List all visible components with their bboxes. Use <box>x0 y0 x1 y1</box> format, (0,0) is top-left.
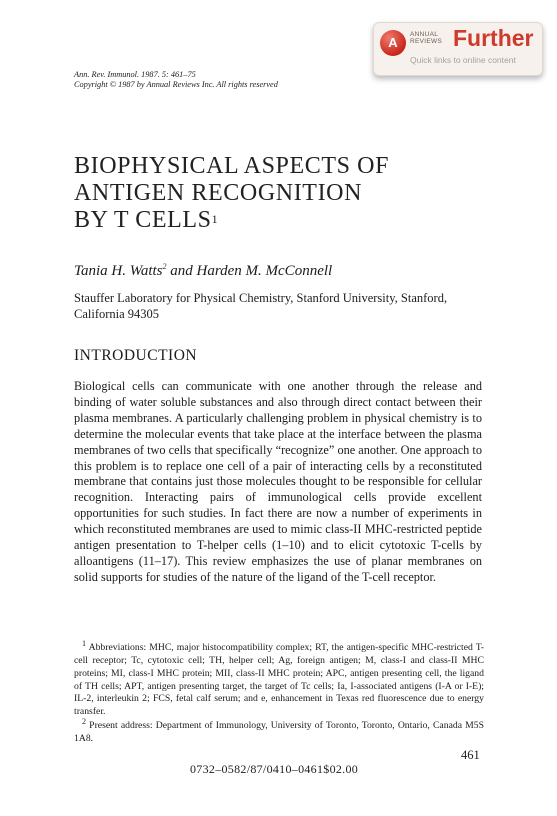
footnote-2 <box>74 716 484 746</box>
section-heading: INTRODUCTION <box>74 347 198 364</box>
body-paragraph: Biological cells can communicate with one another through the release and binding of water soluble substances and also through direct contact between their plasma membranes. A particularly challenging problem in physical chemistry is to determine the molecular events that take place at the interface between the plasma membranes of two cells that specifically “recognize” one another. One approach to this problem is to replace one cell of a pair of interacting cells by a reconstituted membrane that contains just those molecules thought to be responsible for cellular recognition. Interacting pairs of immunological cells provide excellent opportunities for such studies. In fact there are now a number of experiments in which reconstituted membranes are used to mimic class-II MHC-restricted peptide antigen presentation to T-helper cells (1–10) and to elicit cytotoxic T-cells by alloantigens (11–17). This review emphasizes the use of planar membranes on solid supports for studies of the nature of the ligand of the T-cell receptor. <box>74 379 482 584</box>
annual-reviews-logo-icon: A <box>380 30 406 56</box>
page-number: 461 <box>461 748 480 762</box>
title-footnote-mark[interactable]: 1 <box>211 212 219 226</box>
article-code: 0732–0582/87/0410–0461$02.00 <box>190 762 359 776</box>
footnote-1-text: Abbreviations: MHC, major histocompatibility complex; RT, the antigen-specific MHC-restricted T-cell receptor; Tc, cytotoxic cell; TH, helper cell; Ag, foreign antigen; M, class-I and class-II MHC proteins; MI, class-I MHC protein; MII, class-II MHC protein; APC, antigen presenting cell, the ligand of TH cells; APT, antigen presenting target, the target of Tc cells; Ia, I-associated antigens (I-A or I-E); IL-2, interleukin 2; FCS, fetal calf serum; and e, enhancement in Texas red fluorescence due to energy transfer. <box>74 642 484 718</box>
further-badge[interactable] <box>373 22 543 76</box>
footnote-2-text: Present address: Department of Immunology, University of Toronto, Toronto, Ontario, Canada M5S 1A8. <box>74 720 484 745</box>
footnote-1-mark: 1 <box>82 639 87 648</box>
affiliation: Stauffer Laboratory for Physical Chemistry, Stanford University, Stanford, California 94305 <box>74 291 448 321</box>
title-line-1: BIOPHYSICAL ASPECTS OF <box>74 153 390 179</box>
article-title <box>74 153 389 234</box>
badge-further-word: Further <box>453 25 534 51</box>
badge-tagline: Quick links to online content <box>410 55 516 65</box>
badge-publisher: ANNUAL REVIEWS <box>410 31 443 45</box>
footnote-2-mark: 2 <box>82 717 87 726</box>
authors <box>74 262 332 280</box>
title-line-2: ANTIGEN RECOGNITION <box>74 180 363 206</box>
author-footnote-mark[interactable]: 2 <box>162 262 167 271</box>
footnote-1 <box>74 638 484 719</box>
author-2: and Harden M. McConnell <box>166 263 333 279</box>
title-line-3: BY T CELLS$^1$ <box>74 207 219 233</box>
author-1: Tania H. Watts <box>74 263 163 279</box>
copyright-line: Copyright © 1987 by Annual Reviews Inc. All rights reserved <box>74 80 278 89</box>
journal-citation: Ann. Rev. Immunol. 1987. 5: 461–75 <box>74 70 196 79</box>
